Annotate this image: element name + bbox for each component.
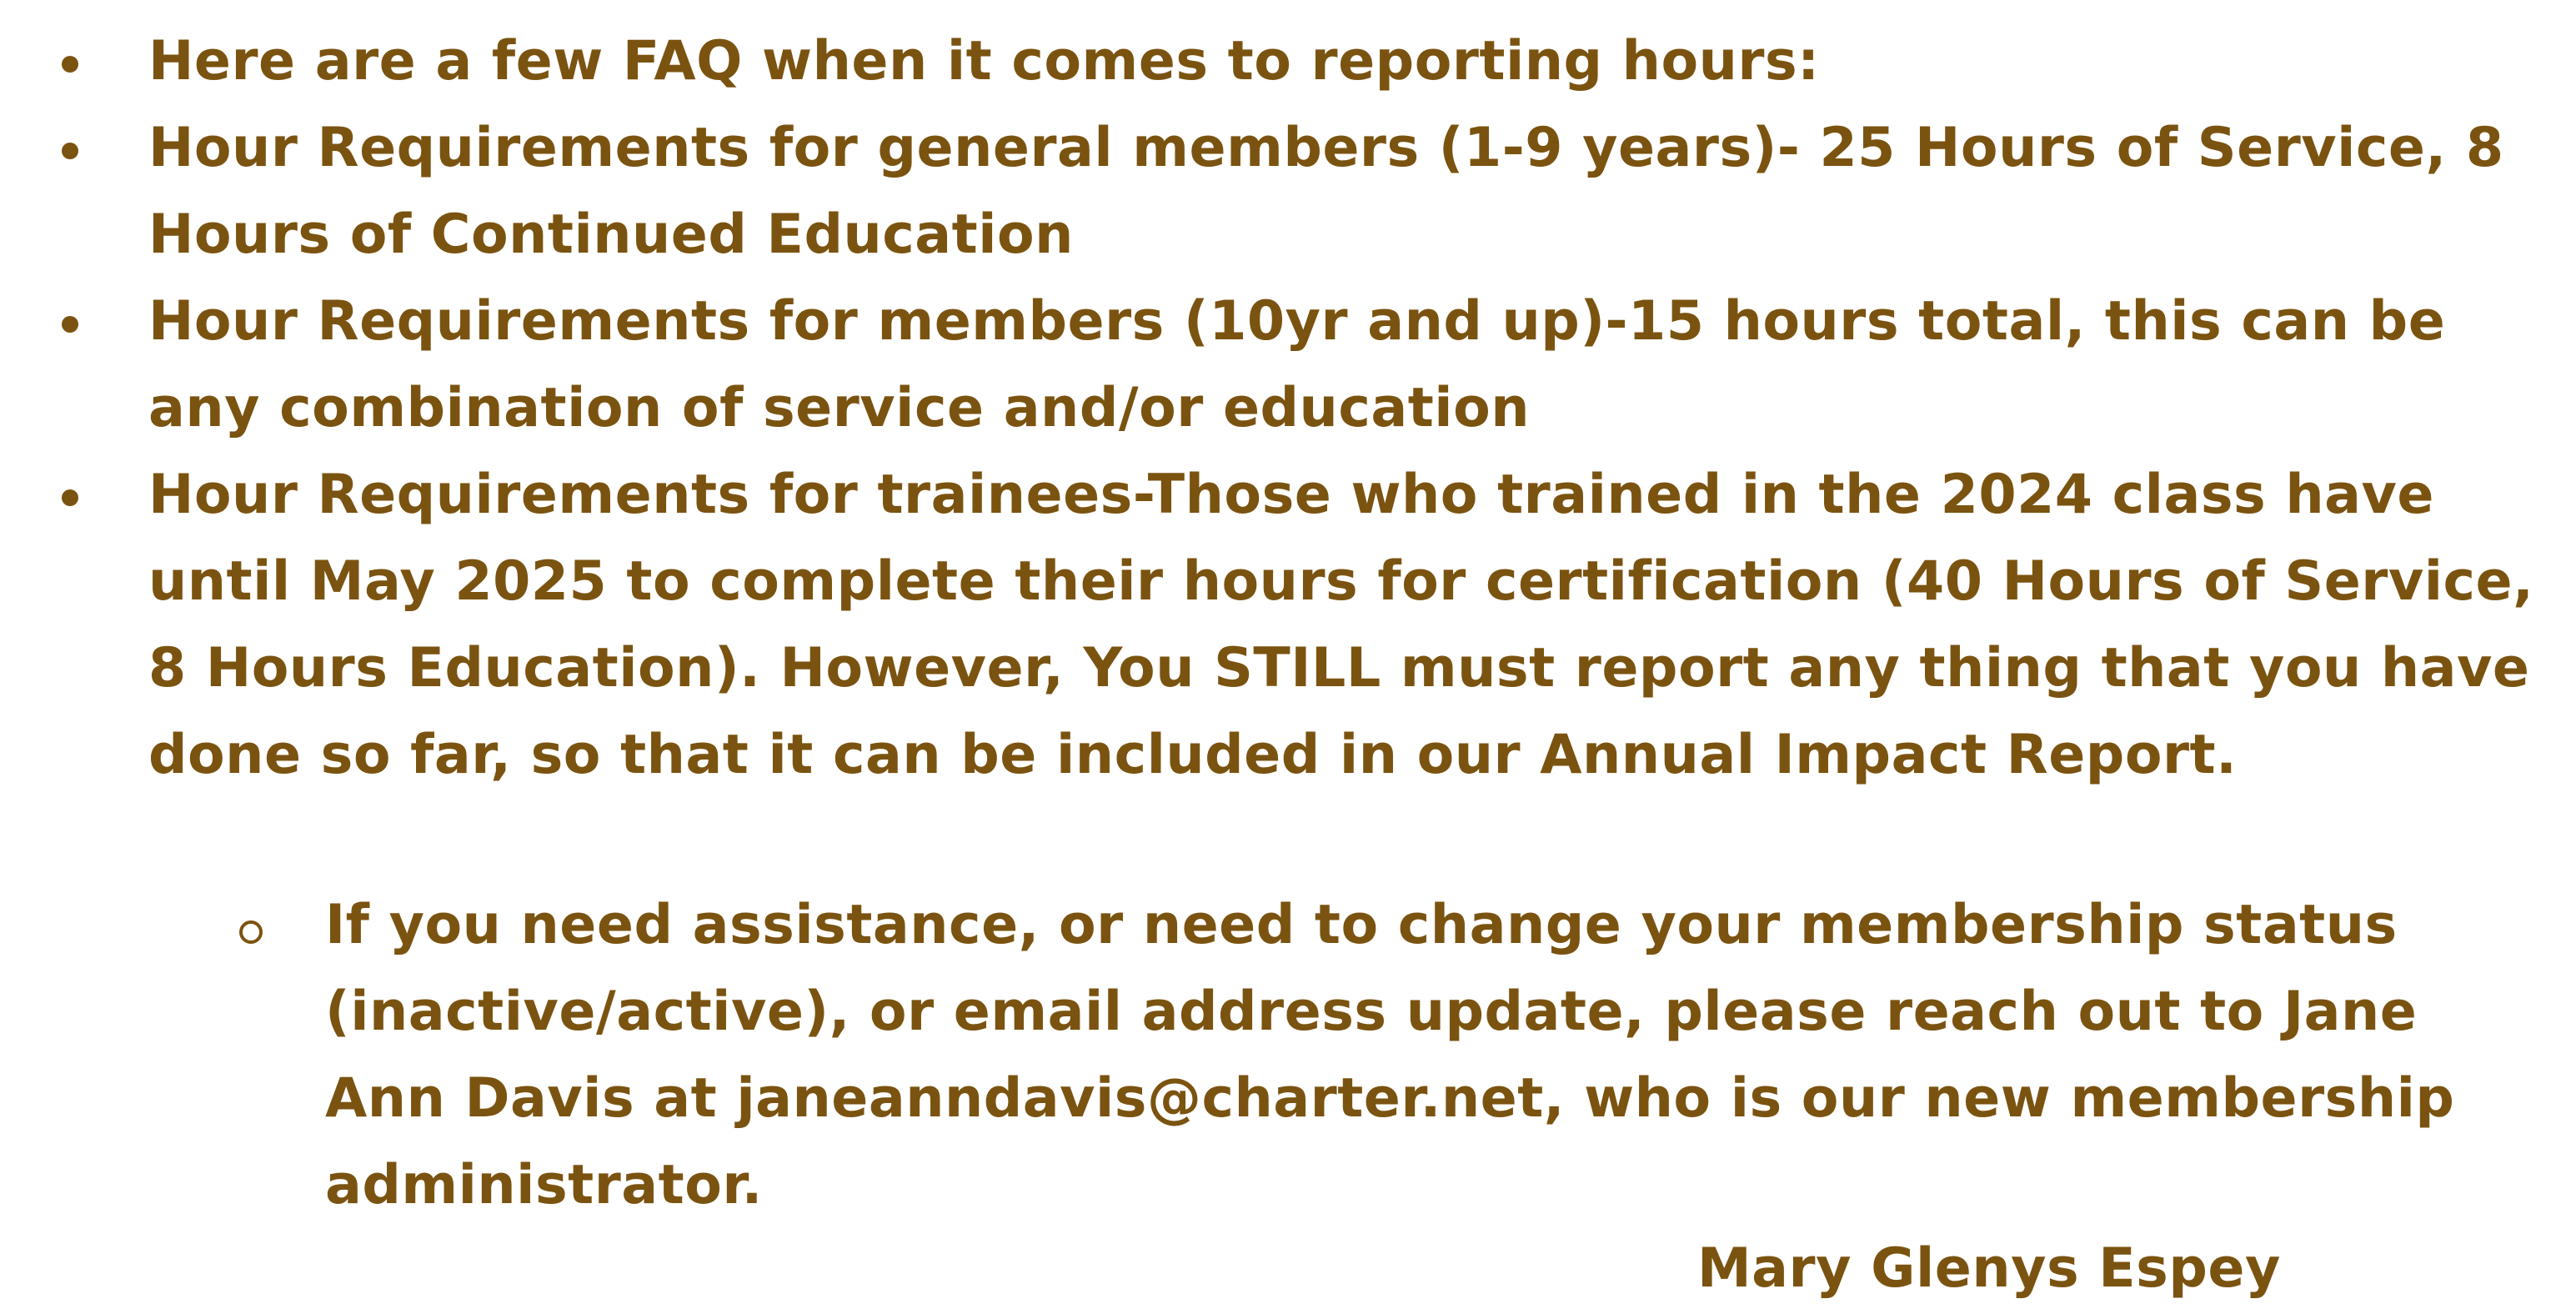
bullet-dot-icon (62, 143, 78, 159)
faq-bullet-item (0, 105, 2576, 278)
faq-bullet-text: Hour Requirements for trainees-Those who trained in the 2024 class have until May 2025 to complete their hours for certification (40 Hours of Service, 8 Hours Education). However, You STILL must report any thing that you have done so far, so that it can be included in our Annual Impact Report. (148, 464, 2534, 786)
faq-bullet-item (0, 18, 2576, 105)
assistance-sub-item (0, 882, 2576, 1229)
faq-bullet-list (0, 18, 2576, 799)
faq-bullet-item (0, 278, 2576, 452)
faq-bullet-text: Here are a few FAQ when it comes to reporting hours: (148, 30, 1820, 93)
bullet-dot-icon (62, 316, 78, 333)
bullet-circle-icon (239, 920, 263, 944)
signature-name: Mary Glenys Espey (1697, 1237, 2281, 1300)
faq-bullet-item (0, 452, 2576, 799)
assistance-text: If you need assistance, or need to change your membership status (inactive/active), or email address update, please reach out to Jane Ann Davis at janeanndavis@charter.net, who is our new membership administrator. (325, 894, 2455, 1216)
assistance-sub-list (0, 882, 2576, 1229)
bullet-dot-icon (62, 489, 78, 506)
faq-bullet-text: Hour Requirements for members (10yr and up)-15 hours total, this can be any combination of service and/or education (148, 290, 2446, 439)
bullet-dot-icon (62, 56, 78, 73)
faq-bullet-text: Hour Requirements for general members (1-9 years)- 25 Hours of Service, 8 Hours of Continued Education (148, 117, 2504, 266)
